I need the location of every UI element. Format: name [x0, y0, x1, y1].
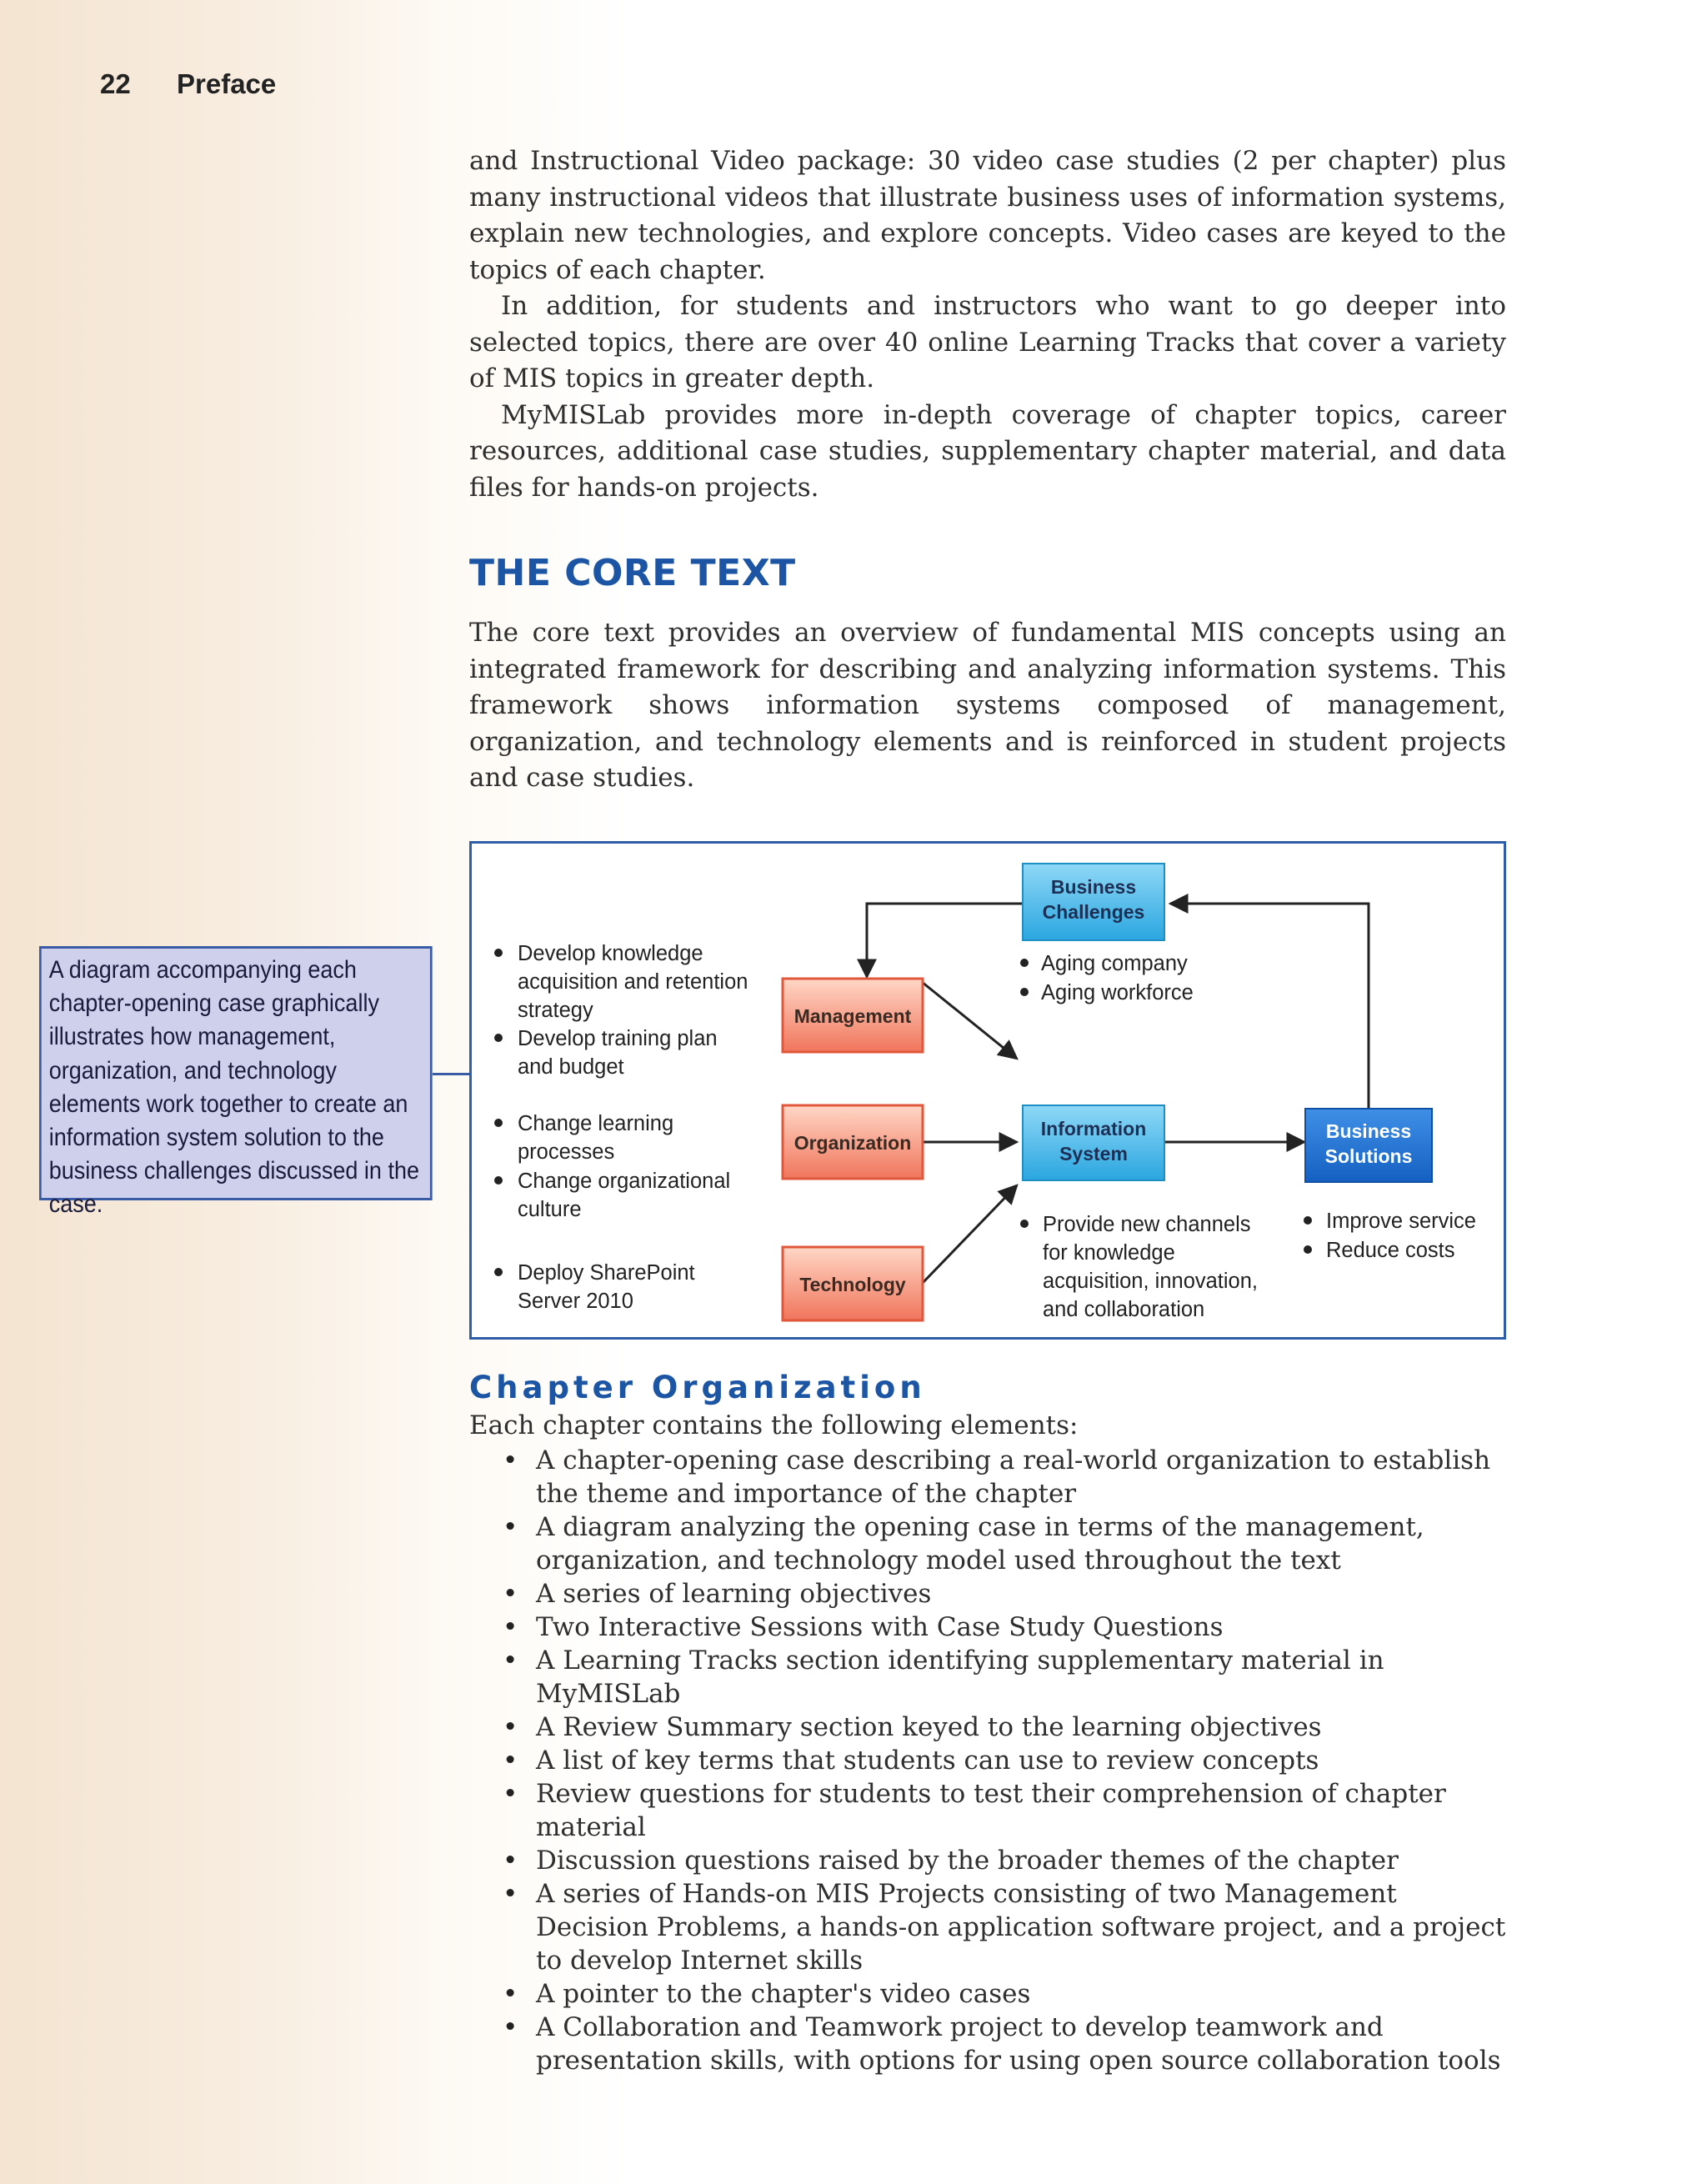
svg-text:Server 2010: Server 2010: [518, 1290, 633, 1313]
arrow-management-to-system: [922, 982, 1017, 1059]
svg-text:for knowledge: for knowledge: [1043, 1241, 1175, 1265]
solution-bullets: [1304, 1210, 1476, 1262]
svg-text:Information: Information: [1040, 1118, 1147, 1140]
list-item: • A series of learning objectives: [469, 1577, 1506, 1610]
challenge-bullets: [1020, 952, 1194, 1004]
information-system-box: [1023, 1105, 1164, 1180]
chapter-organization-heading: Chapter Organization: [469, 1370, 926, 1405]
svg-text:Business: Business: [1325, 1120, 1412, 1142]
svg-text:Reduce costs: Reduce costs: [1326, 1239, 1455, 1262]
list-item: • A list of key terms that students can use to review concepts: [469, 1744, 1506, 1777]
core-text-body: [469, 615, 1506, 797]
core-text-heading: THE CORE TEXT: [469, 552, 796, 594]
svg-text:culture: culture: [518, 1198, 582, 1221]
list-item: • A pointer to the chapter's video cases: [469, 1977, 1506, 2011]
list-item: • A Learning Tracks section identifying supplementary material in MyMISLab: [469, 1644, 1506, 1711]
svg-text:Change organizational: Change organizational: [518, 1170, 731, 1193]
chapter-elements-list: [469, 1444, 1506, 2077]
list-item: • Two Interactive Sessions with Case Study Questions: [469, 1610, 1506, 1644]
case-diagram: [469, 841, 1506, 1340]
svg-text:Technology: Technology: [799, 1274, 906, 1295]
page-header: [100, 68, 276, 100]
svg-text:Challenges: Challenges: [1042, 901, 1145, 923]
svg-text:Change learning: Change learning: [518, 1112, 674, 1135]
technology-box: [783, 1247, 923, 1320]
organization-bullets: [494, 1112, 730, 1221]
running-head: Preface: [177, 68, 277, 99]
arrow-challenges-to-management: [867, 904, 1022, 977]
svg-text:Business: Business: [1050, 876, 1137, 898]
intro-paragraph-2: In addition, for students and instructors who want to go deeper into selected topics, there are over 40 online Learning Tracks that cover a variety of MIS topics in greater depth.: [469, 291, 1506, 393]
svg-text:Organization: Organization: [793, 1132, 912, 1154]
svg-text:Deploy SharePoint: Deploy SharePoint: [518, 1261, 695, 1285]
core-text-paragraph: The core text provides an overview of fundamental MIS concepts using an integrated framework for describing and analyzing information systems. This framework shows information systems composed of management, organization, and technology elements and is reinforced in student projects and case studies.: [469, 618, 1506, 793]
organization-box: [783, 1105, 923, 1179]
arrow-technology-to-system: [922, 1185, 1017, 1284]
sidebar-connector-line: [433, 1073, 469, 1075]
svg-text:strategy: strategy: [518, 999, 593, 1022]
system-bullets: [1020, 1213, 1258, 1321]
svg-text:Develop training plan: Develop training plan: [518, 1027, 718, 1050]
list-item: • A Review Summary section keyed to the learning objectives: [469, 1711, 1506, 1744]
list-item: • A Collaboration and Teamwork project to develop teamwork and presentation skills, with options for using open source collaboration tools: [469, 2011, 1506, 2077]
intro-paragraph-1: and Instructional Video package: 30 video case studies (2 per chapter) plus many instructional videos that illustrate business uses of information systems, explain new technologies, and explore concepts. Video cases are keyed to the topics of each chapter.: [469, 146, 1506, 285]
management-box: [783, 979, 923, 1052]
list-item: • Review questions for students to test their comprehension of chapter material: [469, 1777, 1506, 1844]
business-solutions-box: [1305, 1109, 1432, 1182]
svg-text:processes: processes: [518, 1140, 615, 1164]
svg-text:Aging company: Aging company: [1041, 952, 1188, 975]
sidebar-note: A diagram accompanying each chapter-opening case graphically illustrates how management, organization, and technology elements work together to create an information system solution to the business challenges discussed in the case.: [39, 946, 433, 1200]
list-item: • A chapter-opening case describing a real-world organization to establish the theme and importance of the chapter: [469, 1444, 1506, 1510]
page-number: 22: [100, 68, 131, 99]
intro-paragraph-3: MyMISLab provides more in-depth coverage of chapter topics, career resources, additional case studies, supplementary chapter material, and data files for hands-on projects.: [469, 399, 1506, 503]
list-item: • A series of Hands-on MIS Projects consisting of two Management Decision Problems, a hands-on application software project, and a project to develop Internet skills: [469, 1877, 1506, 1977]
arrow-solutions-to-challenges: [1170, 904, 1369, 1109]
svg-text:Solutions: Solutions: [1324, 1145, 1413, 1167]
list-item: • A diagram analyzing the opening case in terms of the management, organization, and technology model used throughout the text: [469, 1510, 1506, 1577]
chapter-organization-intro: Each chapter contains the following elements:: [469, 1410, 1079, 1440]
svg-text:Management: Management: [793, 1005, 912, 1027]
diagram-svg: [472, 844, 1504, 1337]
svg-text:and budget: and budget: [518, 1055, 624, 1079]
svg-text:and collaboration: and collaboration: [1043, 1298, 1205, 1321]
svg-text:Develop knowledge: Develop knowledge: [518, 942, 703, 965]
svg-text:acquisition and retention: acquisition and retention: [518, 970, 748, 994]
svg-text:Improve service: Improve service: [1326, 1210, 1476, 1233]
list-item: • Discussion questions raised by the broader themes of the chapter: [469, 1844, 1506, 1877]
business-challenges-box: [1023, 864, 1164, 940]
svg-text:Provide new channels: Provide new channels: [1043, 1213, 1251, 1236]
svg-text:acquisition, innovation,: acquisition, innovation,: [1043, 1270, 1259, 1293]
intro-text: [469, 143, 1506, 506]
svg-text:Aging workforce: Aging workforce: [1041, 981, 1194, 1004]
technology-bullets: [494, 1261, 695, 1313]
svg-text:System: System: [1059, 1143, 1128, 1165]
management-bullets: [494, 942, 748, 1079]
